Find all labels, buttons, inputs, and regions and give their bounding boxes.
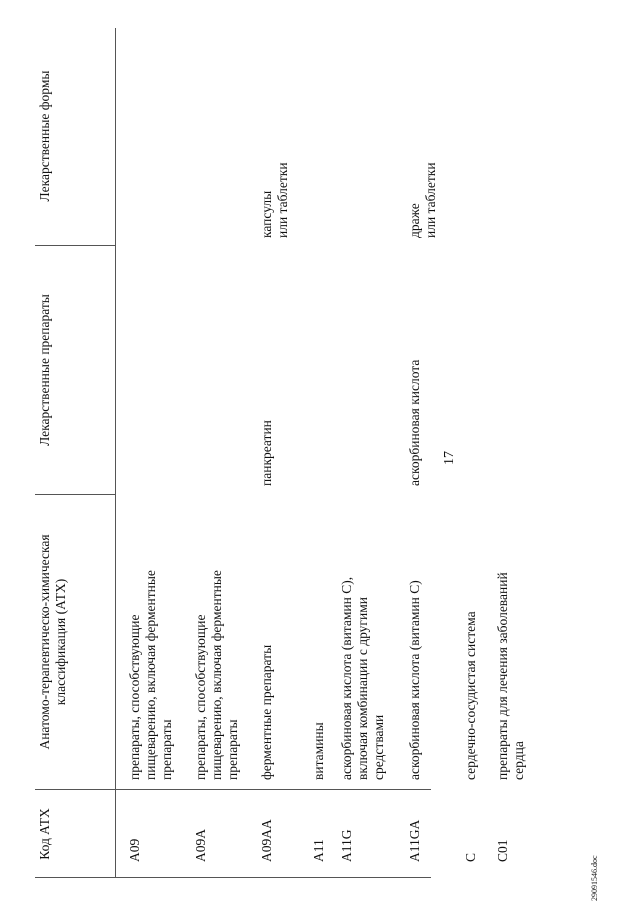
row-classification: аскорбиновая кислота (витамин С), включая комбинации с другими средствами [339, 576, 386, 780]
header-code: Код АТХ [37, 808, 52, 860]
row-code: A09AA [259, 819, 274, 862]
row-classification: препараты, способствующие пищеварению, включая ферментные препараты [127, 570, 174, 780]
row-code: A09A [193, 829, 208, 862]
row-form: драже или таблетки [407, 162, 438, 238]
row-code: A11G [339, 829, 354, 862]
row-classification: препараты для лечения заболеваний сердца [495, 572, 526, 780]
row-classification: аскорбиновая кислота (витамин С) [407, 580, 422, 780]
header-classification: Анатомо-терапевтическо-химическая классификация (АТХ) [37, 534, 68, 750]
column-rule [35, 789, 431, 790]
header-rule [115, 28, 116, 878]
row-form: капсулы или таблетки [259, 162, 290, 238]
row-classification: витамины [311, 722, 326, 780]
column-rule [35, 245, 115, 246]
row-code: A09 [127, 838, 142, 862]
row-classification: сердечно-сосудистая система [463, 611, 478, 780]
row-code: A11GA [407, 819, 422, 862]
document-reference: 29091546.doc [590, 855, 599, 901]
row-code: C01 [495, 839, 510, 862]
header-forms: Лекарственные формы [37, 70, 52, 202]
column-rule [35, 494, 115, 495]
header-drugs: Лекарственные препараты [37, 294, 52, 446]
row-classification: препараты, способствующие пищеварению, включая ферментные препараты [193, 570, 240, 780]
row-classification: ферментные препараты [259, 644, 274, 780]
row-drug: аскорбиновая кислота [407, 359, 422, 486]
row-drug: панкреатин [259, 420, 274, 486]
row-code: C [463, 852, 478, 862]
column-rule [35, 877, 431, 878]
row-code: A11 [311, 839, 326, 862]
page-number: 17 [442, 451, 457, 465]
